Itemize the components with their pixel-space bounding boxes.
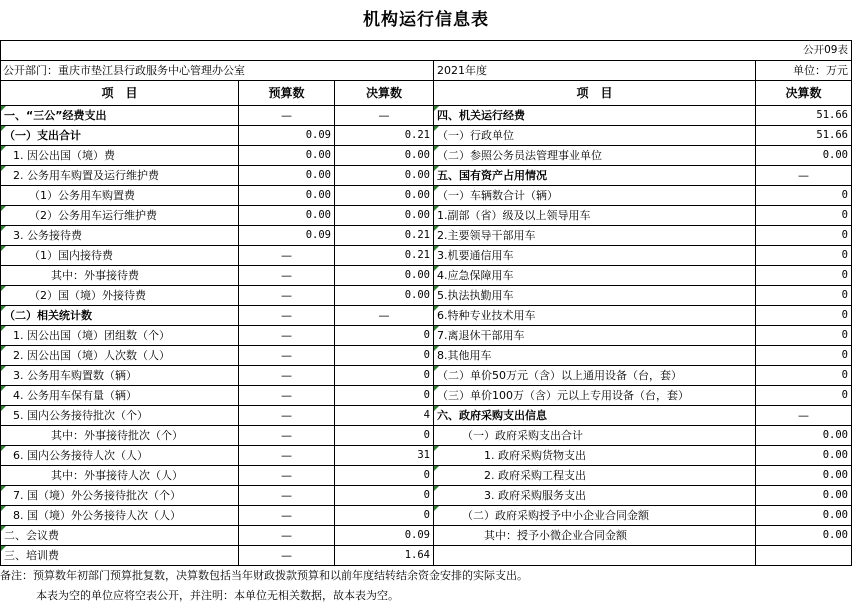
item-label: 二、会议费 (1, 526, 239, 546)
budget-value: — (239, 106, 335, 126)
budget-value: — (239, 306, 335, 326)
final-value: 0 (335, 466, 434, 486)
unit-label: 单位：万元 (756, 61, 852, 81)
item-label-right: 7.离退休干部用车 (434, 326, 756, 346)
note-line-1: 备注：预算数年初部门预算批复数，决算数包括当年财政拨款预算和以前年度结转结余资金安排的实际支出。 (0, 569, 528, 582)
final-value-right: 51.66 (756, 126, 852, 146)
item-label: 1. 因公出国（境）团组数（个） (1, 326, 239, 346)
final-value: 0.00 (335, 146, 434, 166)
budget-value: — (239, 406, 335, 426)
final-value: 0 (335, 426, 434, 446)
header-item: 项 目 (1, 81, 239, 106)
budget-value: — (239, 486, 335, 506)
item-label: （1）国内接待费 (1, 246, 239, 266)
table-row (1, 266, 852, 286)
budget-value: — (239, 246, 335, 266)
item-label-right: （一）政府采购支出合计 (434, 426, 756, 446)
note-line-2: 本表为空的单位应将空表公开，并注明：本单位无相关数据，故本表为空。 (36, 589, 399, 602)
final-value: 0 (335, 326, 434, 346)
table-row (1, 186, 852, 206)
final-value: 0.00 (335, 186, 434, 206)
table-row (1, 346, 852, 366)
table-row (1, 526, 852, 546)
item-label-right: （二）政府采购授予中小企业合同金额 (434, 506, 756, 526)
item-label-right: 4.应急保障用车 (434, 266, 756, 286)
table-row (1, 106, 852, 126)
item-label: 2. 公务用车购置及运行维护费 (1, 166, 239, 186)
budget-value: 0.00 (239, 186, 335, 206)
table-row (1, 226, 852, 246)
header-row (1, 81, 852, 106)
final-value-right: 0.00 (756, 426, 852, 446)
table-row (1, 206, 852, 226)
final-value-right: — (756, 406, 852, 426)
final-value-right (756, 546, 852, 566)
header-final-right: 决算数 (756, 81, 852, 106)
item-label-right: 四、机关运行经费 (434, 106, 756, 126)
item-label-right: 8.其他用车 (434, 346, 756, 366)
item-label: （2）公务用车运行维护费 (1, 206, 239, 226)
header-budget: 预算数 (239, 81, 335, 106)
table-row (1, 246, 852, 266)
final-value: 0 (335, 486, 434, 506)
final-value: 1.64 (335, 546, 434, 566)
table-row (1, 546, 852, 566)
table-row (1, 386, 852, 406)
final-value: 0 (335, 366, 434, 386)
budget-value: — (239, 466, 335, 486)
final-value-right: 0.00 (756, 506, 852, 526)
final-value-right: 0 (756, 306, 852, 326)
final-value: 0.09 (335, 526, 434, 546)
item-label: 4. 公务用车保有量（辆） (1, 386, 239, 406)
final-value: 0.00 (335, 266, 434, 286)
final-value-right: 0 (756, 186, 852, 206)
final-value: 0.00 (335, 206, 434, 226)
final-value-right: — (756, 166, 852, 186)
item-label: 3. 公务接待费 (1, 226, 239, 246)
final-value-right: 0.00 (756, 466, 852, 486)
final-value: 0.00 (335, 166, 434, 186)
final-value: 0.00 (335, 286, 434, 306)
sheet-title: 机构运行信息表 (0, 0, 852, 41)
budget-value: 0.00 (239, 146, 335, 166)
final-value: 0.21 (335, 246, 434, 266)
form-code-row (1, 41, 852, 61)
table-row (1, 426, 852, 446)
item-label-right: 六、政府采购支出信息 (434, 406, 756, 426)
budget-value: 0.00 (239, 166, 335, 186)
item-label-right: （二）参照公务员法管理事业单位 (434, 146, 756, 166)
item-label-right: （一）车辆数合计（辆） (434, 186, 756, 206)
final-value-right: 0.00 (756, 526, 852, 546)
final-value: — (335, 106, 434, 126)
final-value-right: 0 (756, 286, 852, 306)
table-row (1, 326, 852, 346)
item-label: 其中：外事接待人次（人） (1, 466, 239, 486)
budget-value: — (239, 546, 335, 566)
item-label-right: （一）行政单位 (434, 126, 756, 146)
item-label: （二）相关统计数 (1, 306, 239, 326)
item-label: 其中：外事接待费 (1, 266, 239, 286)
item-label: （1）公务用车购置费 (1, 186, 239, 206)
item-label: 三、培训费 (1, 546, 239, 566)
final-value: 31 (335, 446, 434, 466)
item-label: 2. 因公出国（境）人次数（人） (1, 346, 239, 366)
table-row (1, 466, 852, 486)
final-value-right: 0 (756, 386, 852, 406)
item-label-right: 2.主要领导干部用车 (434, 226, 756, 246)
budget-value: — (239, 526, 335, 546)
budget-value: 0.00 (239, 206, 335, 226)
fiscal-year: 2021年度 (434, 61, 756, 81)
header-final: 决算数 (335, 81, 434, 106)
final-value: 0 (335, 506, 434, 526)
item-label: （一）支出合计 (1, 126, 239, 146)
item-label-right: 3.机要通信用车 (434, 246, 756, 266)
header-item-right: 项 目 (434, 81, 756, 106)
budget-value: — (239, 426, 335, 446)
item-label-right: 6.特种专业技术用车 (434, 306, 756, 326)
meta-row (1, 61, 852, 81)
form-code: 公开09表 (756, 41, 852, 61)
final-value-right: 0 (756, 206, 852, 226)
budget-value: — (239, 386, 335, 406)
item-label: 6. 国内公务接待人次（人） (1, 446, 239, 466)
table-row (1, 126, 852, 146)
final-value-right: 0.00 (756, 146, 852, 166)
budget-value: 0.09 (239, 226, 335, 246)
item-label: 3. 公务用车购置数（辆） (1, 366, 239, 386)
table-row (1, 366, 852, 386)
final-value: 0.21 (335, 126, 434, 146)
budget-value: — (239, 506, 335, 526)
final-value: — (335, 306, 434, 326)
final-value-right: 0 (756, 346, 852, 366)
budget-value: — (239, 326, 335, 346)
department-label: 公开部门：重庆市垫江县行政服务中心管理办公室 (1, 61, 434, 81)
final-value-right: 51.66 (756, 106, 852, 126)
final-value: 0.21 (335, 226, 434, 246)
budget-value: — (239, 286, 335, 306)
item-label: 8. 国（境）外公务接待人次（人） (1, 506, 239, 526)
item-label: 7. 国（境）外公务接待批次（个） (1, 486, 239, 506)
final-value: 4 (335, 406, 434, 426)
item-label-right: 五、国有资产占用情况 (434, 166, 756, 186)
institution-operation-table (0, 40, 852, 566)
item-label-right: 3. 政府采购服务支出 (434, 486, 756, 506)
item-label: 一、“三公”经费支出 (1, 106, 239, 126)
final-value-right: 0.00 (756, 486, 852, 506)
table-row (1, 406, 852, 426)
budget-value: — (239, 346, 335, 366)
budget-value: — (239, 366, 335, 386)
final-value: 0 (335, 346, 434, 366)
item-label-right: 2. 政府采购工程支出 (434, 466, 756, 486)
item-label: 其中：外事接待批次（个） (1, 426, 239, 446)
table-row (1, 306, 852, 326)
table-row (1, 286, 852, 306)
final-value: 0 (335, 386, 434, 406)
final-value-right: 0 (756, 366, 852, 386)
item-label-right: 其中：授予小微企业合同金额 (434, 526, 756, 546)
final-value-right: 0 (756, 326, 852, 346)
table-row (1, 166, 852, 186)
item-label-right: （二）单价50万元（含）以上通用设备（台，套） (434, 366, 756, 386)
final-value-right: 0 (756, 226, 852, 246)
item-label: 5. 国内公务接待批次（个） (1, 406, 239, 426)
item-label-right: 1. 政府采购货物支出 (434, 446, 756, 466)
table-row (1, 486, 852, 506)
final-value-right: 0 (756, 246, 852, 266)
item-label-right (434, 546, 756, 566)
item-label-right: 5.执法执勤用车 (434, 286, 756, 306)
final-value-right: 0.00 (756, 446, 852, 466)
item-label: 1. 因公出国（境）费 (1, 146, 239, 166)
table-row (1, 446, 852, 466)
item-label-right: （三）单价100万（含）元以上专用设备（台，套） (434, 386, 756, 406)
budget-value: — (239, 266, 335, 286)
table-row (1, 146, 852, 166)
item-label: （2）国（境）外接待费 (1, 286, 239, 306)
budget-value: 0.09 (239, 126, 335, 146)
final-value-right: 0 (756, 266, 852, 286)
item-label-right: 1.副部（省）级及以上领导用车 (434, 206, 756, 226)
table-row (1, 506, 852, 526)
budget-value: — (239, 446, 335, 466)
